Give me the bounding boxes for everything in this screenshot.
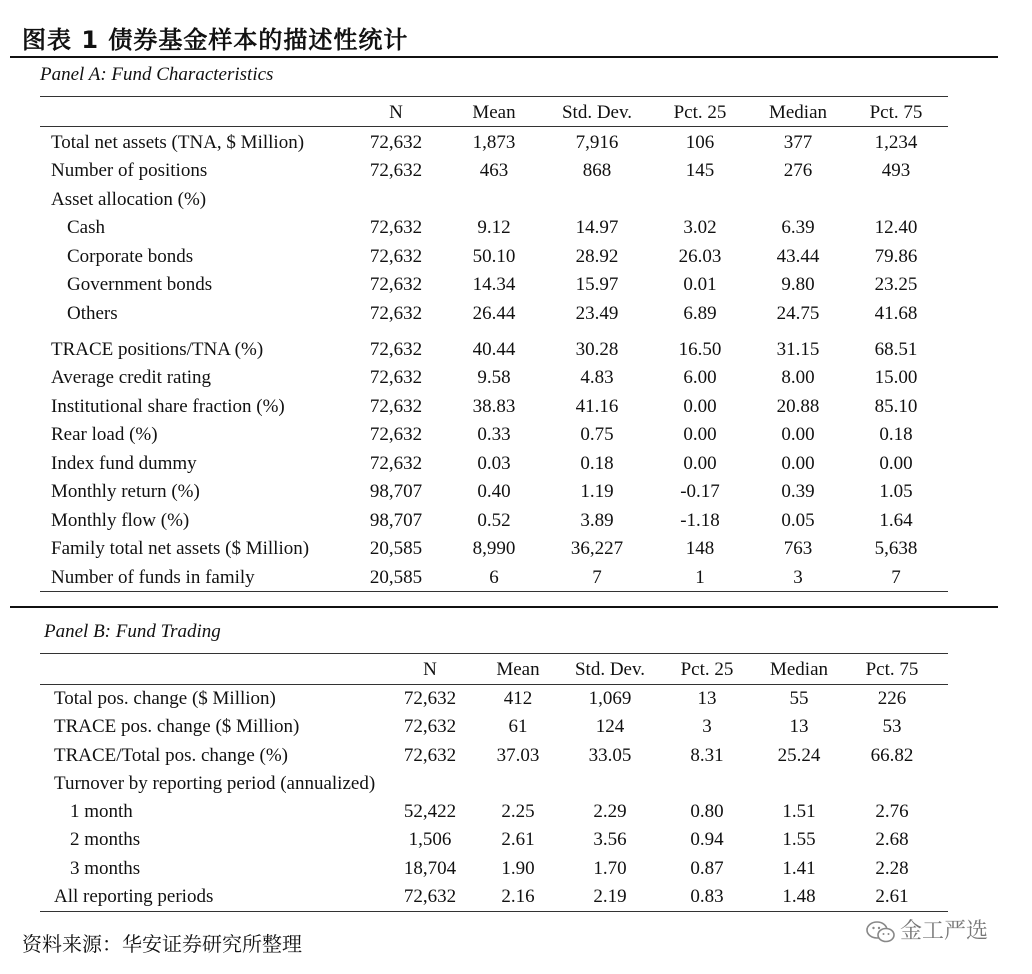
table-cell: 0.87 (690, 858, 724, 879)
table-cell: 2.61 (875, 886, 909, 907)
row-label: All reporting periods (54, 886, 214, 907)
table-cell: 2.61 (501, 829, 535, 850)
table-cell: 9.80 (781, 274, 815, 295)
table-row (0, 300, 1032, 328)
table-cell: 72,632 (369, 303, 423, 324)
table-cell: 1.90 (501, 858, 535, 879)
table-cell: 41.68 (874, 303, 918, 324)
table-cell: 52,422 (403, 801, 457, 822)
table-cell: 12.40 (874, 217, 918, 238)
table-cell: 276 (783, 160, 813, 181)
table-cell: 0.00 (683, 453, 717, 474)
table-cell: 148 (685, 538, 715, 559)
table-cell: 36,227 (570, 538, 624, 559)
table-cell: 0.00 (781, 424, 815, 445)
table-row (0, 450, 1032, 478)
table-cell: 23.25 (874, 274, 918, 295)
panel-a-bottom-rule (40, 591, 948, 592)
table-row (0, 685, 1032, 713)
table-cell: 0.05 (781, 510, 815, 531)
row-label: Cash (67, 217, 105, 238)
table-cell: 2.16 (501, 886, 535, 907)
table-cell: 72,632 (369, 396, 423, 417)
table-cell: 2.25 (501, 801, 535, 822)
table-row (0, 243, 1032, 271)
table-cell: 1,069 (588, 688, 632, 709)
table-cell: 412 (503, 688, 533, 709)
table-cell: 26.03 (678, 246, 722, 267)
table-cell: 763 (783, 538, 813, 559)
table-cell: 1.05 (879, 481, 913, 502)
table-row (0, 770, 1032, 798)
table-cell: 2.68 (875, 829, 909, 850)
table-cell: 0.03 (477, 453, 511, 474)
row-label: TRACE pos. change ($ Million) (54, 716, 300, 737)
table-cell: 98,707 (369, 481, 423, 502)
table-cell: 7 (592, 567, 602, 588)
table-cell: 72,632 (369, 339, 423, 360)
row-label: Total pos. change ($ Million) (54, 688, 276, 709)
panel-divider-rule (10, 606, 998, 608)
row-label: Government bonds (67, 274, 213, 295)
row-label: Corporate bonds (67, 246, 194, 267)
table-row (0, 393, 1032, 421)
table-cell: 868 (582, 160, 612, 181)
table-cell: 2.28 (875, 858, 909, 879)
table-cell: 23.49 (575, 303, 619, 324)
table-cell: 14.97 (575, 217, 619, 238)
table-cell: 25.24 (777, 745, 821, 766)
table-row (0, 478, 1032, 506)
table-row (0, 129, 1032, 157)
table-cell: 2.19 (593, 886, 627, 907)
table-cell: 85.10 (874, 396, 918, 417)
table-cell: 3 (702, 716, 712, 737)
table-cell: 15.97 (575, 274, 619, 295)
table-cell: 26.44 (472, 303, 516, 324)
watermark-text: 金工严选 (900, 919, 989, 944)
table-cell: 1.48 (782, 886, 816, 907)
table-row (0, 507, 1032, 535)
table-cell: 0.39 (781, 481, 815, 502)
panel_a-header-pct-75: Pct. 75 (869, 102, 923, 123)
table-cell: 72,632 (369, 132, 423, 153)
table-cell: 0.80 (690, 801, 724, 822)
table-cell: 72,632 (369, 160, 423, 181)
table-cell: 1.64 (879, 510, 913, 531)
table-cell: 6.39 (781, 217, 815, 238)
panel_a-header-mean: Mean (472, 102, 516, 123)
watermark (866, 914, 988, 945)
table-cell: 6 (489, 567, 499, 588)
row-label: Monthly flow (%) (51, 510, 190, 531)
table-cell: 8,990 (472, 538, 516, 559)
table-cell: 0.52 (477, 510, 511, 531)
table-cell: 7 (891, 567, 901, 588)
table-cell: 8.00 (781, 367, 815, 388)
panel_b-header-mean: Mean (496, 659, 540, 680)
table-row (0, 742, 1032, 770)
table-cell: 145 (685, 160, 715, 181)
table-cell: 79.86 (874, 246, 918, 267)
panel-a-header-top-rule (40, 96, 948, 97)
table-cell: 0.94 (690, 829, 724, 850)
panel-a-header-row (0, 99, 1032, 127)
row-label: Monthly return (%) (51, 481, 200, 502)
table-cell: 98,707 (369, 510, 423, 531)
table-cell: 1.55 (782, 829, 816, 850)
table-cell: 124 (595, 716, 625, 737)
table-cell: 1.70 (593, 858, 627, 879)
table-row (0, 336, 1032, 364)
table-cell: 6.00 (683, 367, 717, 388)
table-cell: 13 (789, 716, 809, 737)
table-row (0, 186, 1032, 214)
table-cell: 66.82 (870, 745, 914, 766)
table-row (0, 364, 1032, 392)
top-rule (10, 56, 998, 58)
panel_a-header-pct-25: Pct. 25 (673, 102, 727, 123)
panel_a-header-std-dev: Std. Dev. (561, 102, 633, 123)
table-cell: 72,632 (369, 274, 423, 295)
table-cell: 493 (881, 160, 911, 181)
table-cell: -0.17 (680, 481, 720, 502)
table-cell: 9.58 (477, 367, 511, 388)
table-cell: 72,632 (369, 246, 423, 267)
table-cell: 7,916 (575, 132, 619, 153)
table-cell: 38.83 (472, 396, 516, 417)
table-cell: 72,632 (403, 745, 457, 766)
table-row (0, 826, 1032, 854)
table-cell: 377 (783, 132, 813, 153)
row-label: Average credit rating (51, 367, 212, 388)
table-cell: 50.10 (472, 246, 516, 267)
table-cell: 106 (685, 132, 715, 153)
row-label: Institutional share fraction (%) (51, 396, 285, 417)
figure-title: 图表 1 债券基金样本的描述性统计 (22, 26, 409, 54)
panel_a-header-n: N (389, 102, 403, 123)
table-cell: 0.83 (690, 886, 724, 907)
panel-a-title: Panel A: Fund Characteristics (40, 64, 274, 85)
table-cell: 1.51 (782, 801, 816, 822)
table-row (0, 883, 1032, 911)
table-cell: 24.75 (776, 303, 820, 324)
row-label: Turnover by reporting period (annualized) (54, 773, 376, 794)
panel_b-header-std-dev: Std. Dev. (574, 659, 646, 680)
table-cell: 2.29 (593, 801, 627, 822)
table-row (0, 564, 1032, 592)
table-cell: 72,632 (403, 886, 457, 907)
table-cell: 20,585 (369, 567, 423, 588)
table-cell: 72,632 (403, 716, 457, 737)
table-cell: 9.12 (477, 217, 511, 238)
table-cell: 72,632 (369, 217, 423, 238)
table-cell: 72,632 (403, 688, 457, 709)
row-label: 2 months (70, 829, 141, 850)
table-cell: 20.88 (776, 396, 820, 417)
row-label: Number of funds in family (51, 567, 255, 588)
table-cell: 1,873 (472, 132, 516, 153)
row-label: Rear load (%) (51, 424, 158, 445)
table-cell: 61 (508, 716, 528, 737)
row-label: 3 months (70, 858, 141, 879)
row-label: TRACE/Total pos. change (%) (54, 745, 289, 766)
table-cell: -1.18 (680, 510, 720, 531)
table-row (0, 855, 1032, 883)
table-cell: 0.00 (683, 424, 717, 445)
table-cell: 0.33 (477, 424, 511, 445)
table-cell: 41.16 (575, 396, 619, 417)
table-cell: 3 (793, 567, 803, 588)
table-cell: 0.75 (580, 424, 614, 445)
table-cell: 1,234 (874, 132, 918, 153)
table-cell: 18,704 (403, 858, 457, 879)
panel_b-header-pct-25: Pct. 25 (680, 659, 734, 680)
table-cell: 72,632 (369, 424, 423, 445)
table-cell: 5,638 (874, 538, 918, 559)
table-cell: 68.51 (874, 339, 918, 360)
row-label: Index fund dummy (51, 453, 197, 474)
panel_b-header-n: N (423, 659, 437, 680)
table-cell: 37.03 (496, 745, 540, 766)
panel-b-title: Panel B: Fund Trading (44, 621, 221, 642)
panel-a-header-bottom-rule (40, 126, 948, 127)
table-cell: 33.05 (588, 745, 632, 766)
table-cell: 40.44 (472, 339, 516, 360)
table-cell: 30.28 (575, 339, 619, 360)
table-cell: 6.89 (683, 303, 717, 324)
table-row (0, 535, 1032, 563)
table-cell: 1.41 (782, 858, 816, 879)
table-cell: 0.00 (683, 396, 717, 417)
table-cell: 0.40 (477, 481, 511, 502)
row-label: Number of positions (51, 160, 208, 181)
table-cell: 0.01 (683, 274, 717, 295)
panel_a-header-median: Median (768, 102, 828, 123)
table-cell: 16.50 (678, 339, 722, 360)
table-cell: 20,585 (369, 538, 423, 559)
table-row (0, 157, 1032, 185)
panel-b-header-top-rule (40, 653, 948, 654)
table-cell: 3.89 (580, 510, 614, 531)
table-cell: 28.92 (575, 246, 619, 267)
row-label: TRACE positions/TNA (%) (51, 339, 264, 360)
table-row (0, 713, 1032, 741)
panel_b-header-pct-75: Pct. 75 (865, 659, 919, 680)
table-cell: 14.34 (472, 274, 516, 295)
table-cell: 4.83 (580, 367, 614, 388)
table-row (0, 421, 1032, 449)
table-cell: 3.56 (593, 829, 627, 850)
table-cell: 1,506 (408, 829, 452, 850)
table-cell: 226 (877, 688, 907, 709)
row-label: Asset allocation (%) (51, 189, 207, 210)
table-cell: 8.31 (690, 745, 724, 766)
table-cell: 72,632 (369, 367, 423, 388)
row-label: 1 month (70, 801, 133, 822)
table-cell: 13 (697, 688, 717, 709)
panel-b-bottom-rule (40, 911, 948, 912)
source-note: 资料来源：华安证券研究所整理 (22, 932, 302, 956)
row-label: Others (67, 303, 118, 324)
wechat-icon (866, 920, 896, 944)
table-cell: 0.00 (781, 453, 815, 474)
table-cell: 53 (882, 716, 902, 737)
table-cell: 0.18 (879, 424, 913, 445)
row-label: Family total net assets ($ Million) (51, 538, 310, 559)
table-cell: 1.19 (580, 481, 614, 502)
row-label: Total net assets (TNA, $ Million) (51, 132, 305, 153)
panel_b-header-median: Median (769, 659, 829, 680)
table-cell: 0.00 (879, 453, 913, 474)
table-row (0, 798, 1032, 826)
table-cell: 0.18 (580, 453, 614, 474)
table-row (0, 214, 1032, 242)
table-cell: 3.02 (683, 217, 717, 238)
panel-b-header-row (0, 656, 1032, 684)
table-cell: 55 (789, 688, 809, 709)
table-cell: 43.44 (776, 246, 820, 267)
table-cell: 72,632 (369, 453, 423, 474)
table-cell: 15.00 (874, 367, 918, 388)
table-row (0, 271, 1032, 299)
table-cell: 1 (695, 567, 705, 588)
table-cell: 463 (479, 160, 509, 181)
table-cell: 2.76 (875, 801, 909, 822)
table-cell: 31.15 (776, 339, 820, 360)
